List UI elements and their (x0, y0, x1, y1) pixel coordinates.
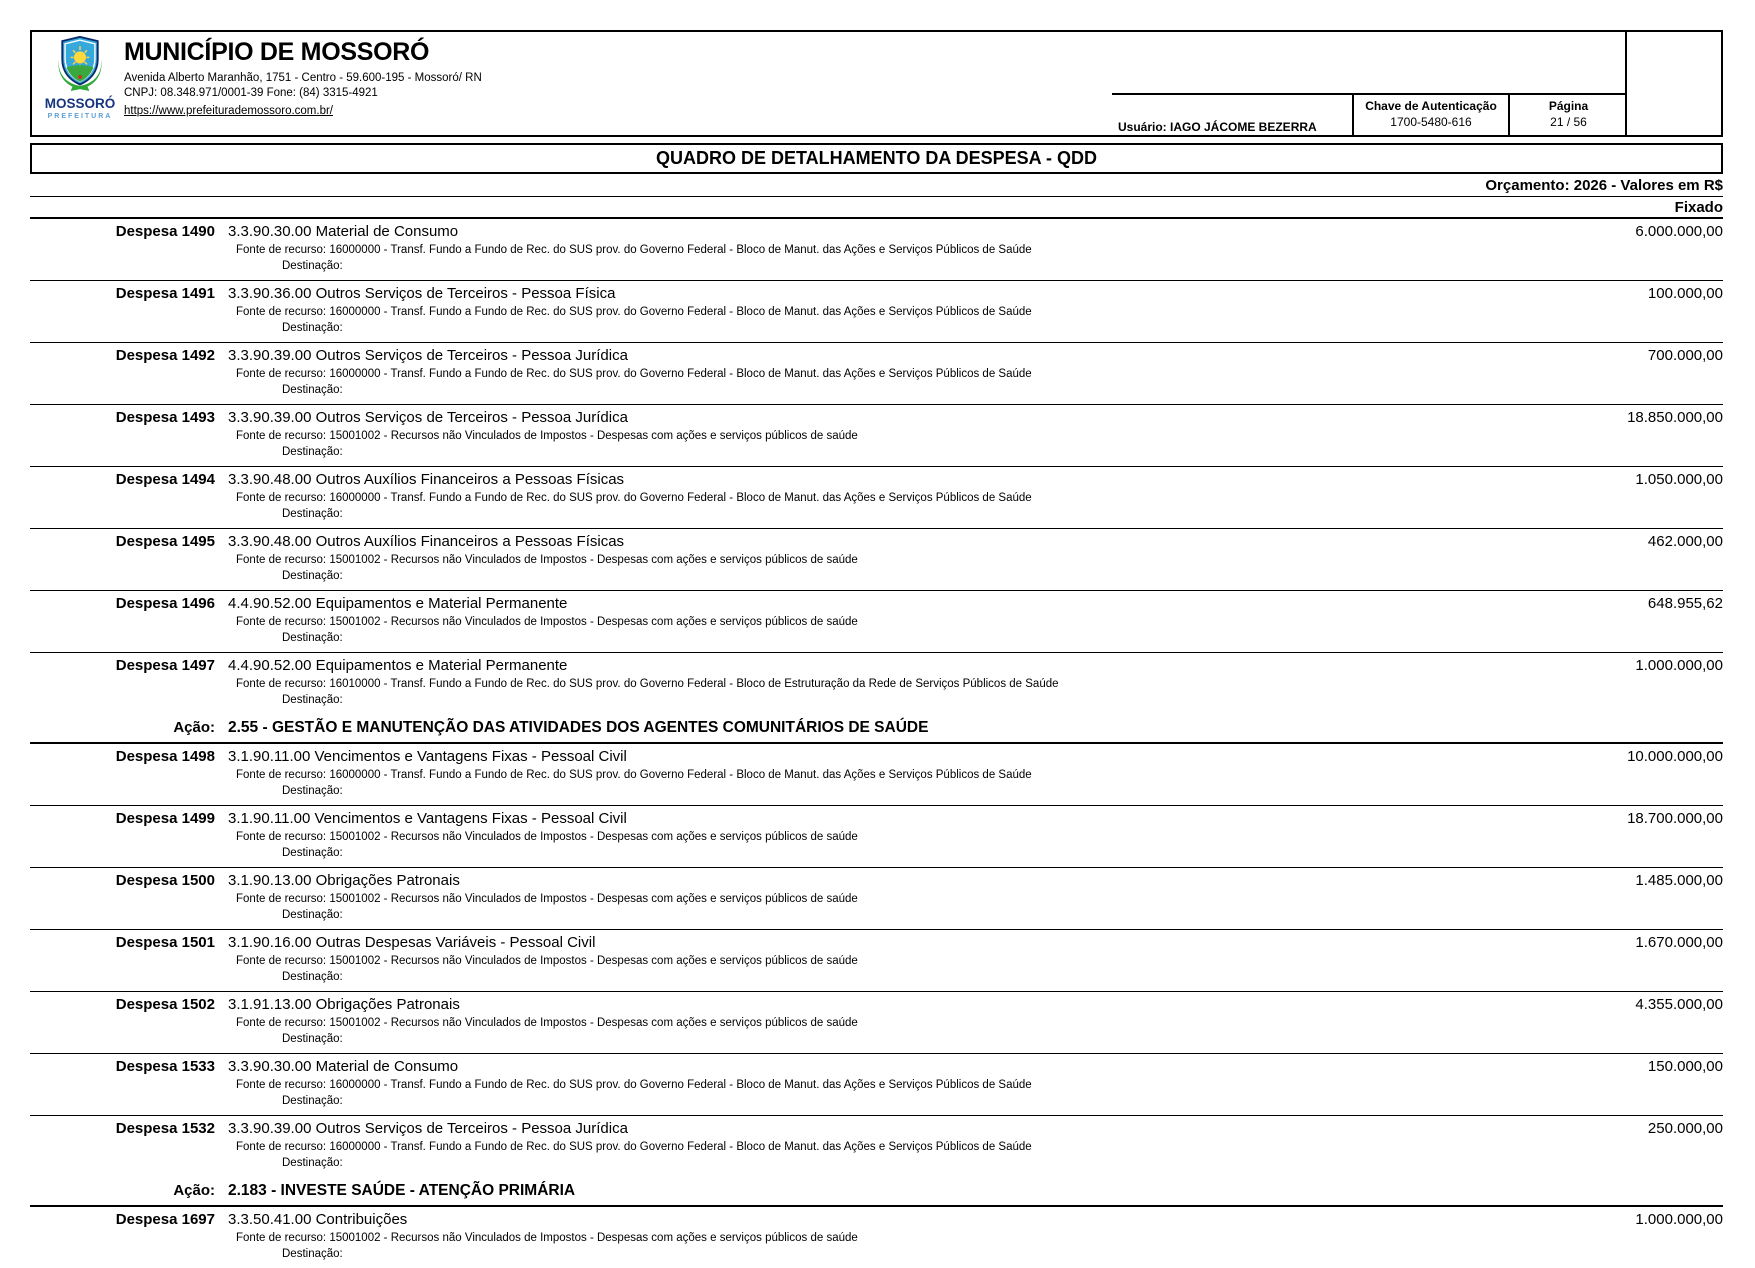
auth-key-label: Chave de Autenticação (1365, 99, 1497, 113)
page-label: Página (1548, 99, 1589, 113)
funding-source: Fonte de recurso: 16000000 - Transf. Fundo a Fundo de Rec. do SUS prov. do Governo Federal - Bloco de Manut. das Ações e Serviços Públicos de Saúde (236, 1079, 1032, 1091)
org-info (124, 38, 482, 119)
expense-fixed-value: 1.050.000,00 (1635, 471, 1723, 488)
org-address: Avenida Alberto Maranhão, 1751 - Centro - 59.600-195 - Mossoró/ RN (124, 72, 482, 84)
funding-source: Fonte de recurso: 15001002 - Recursos não Vinculados de Impostos - Despesas com ações e serviços públicos de saúde (236, 893, 858, 905)
expense-main-line (30, 469, 1723, 490)
expense-fixed-value: 1.485.000,00 (1635, 872, 1723, 889)
expense-fixed-value: 100.000,00 (1647, 285, 1723, 302)
expense-description: 3.1.90.11.00 Vencimentos e Vantagens Fixas - Pessoal Civil (228, 810, 627, 827)
action-row (30, 714, 1723, 742)
destination-label: Destinação: (282, 508, 343, 520)
expense-description: 3.3.50.41.00 Contribuições (228, 1211, 408, 1228)
expense-description: 3.1.90.11.00 Vencimentos e Vantagens Fixas - Pessoal Civil (228, 748, 627, 765)
action-label: Ação: (173, 1182, 215, 1199)
expense-fixed-value: 1.000.000,00 (1635, 1211, 1723, 1228)
funding-source: Fonte de recurso: 16000000 - Transf. Fundo a Fundo de Rec. do SUS prov. do Governo Federal - Bloco de Manut. das Ações e Serviços Públicos de Saúde (236, 368, 1032, 380)
expense-row (30, 528, 1723, 590)
mossoro-crest-icon (52, 34, 108, 92)
expense-fixed-value: 4.355.000,00 (1635, 996, 1723, 1013)
column-header-fixado: Fixado (1674, 199, 1723, 216)
expense-row (30, 590, 1723, 652)
expense-fixed-value: 18.850.000,00 (1627, 409, 1723, 426)
expense-row (30, 1115, 1723, 1177)
org-cnpj-phone: CNPJ: 08.348.971/0001-39 Fone: (84) 3315-4921 (124, 87, 378, 99)
page-number: 21 / 56 (1550, 115, 1587, 129)
funding-source: Fonte de recurso: 15001002 - Recursos não Vinculados de Impostos - Despesas com ações e serviços públicos de saúde (236, 554, 858, 566)
expense-main-line (30, 655, 1723, 676)
report-page (30, 30, 1723, 1268)
funding-source: Fonte de recurso: 15001002 - Recursos não Vinculados de Impostos - Despesas com ações e serviços públicos de saúde (236, 831, 858, 843)
destination-label: Destinação: (282, 1095, 343, 1107)
expense-description: 3.3.90.48.00 Outros Auxílios Financeiros a Pessoas Físicas (228, 471, 625, 488)
expense-row (30, 219, 1723, 280)
expense-fixed-value: 1.000.000,00 (1635, 657, 1723, 674)
destination-label: Destinação: (282, 1033, 343, 1045)
auth-key-cell (1352, 95, 1508, 137)
expense-number: Despesa 1499 (115, 810, 215, 827)
expense-row (30, 867, 1723, 929)
funding-source: Fonte de recurso: 16000000 - Transf. Fundo a Fundo de Rec. do SUS prov. do Governo Federal - Bloco de Manut. das Ações e Serviços Públicos de Saúde (236, 769, 1032, 781)
auth-key-value: 1700-5480-616 (1390, 115, 1472, 129)
expense-fixed-value: 10.000.000,00 (1627, 748, 1723, 765)
expense-number: Despesa 1496 (115, 595, 215, 612)
document-header (30, 30, 1723, 137)
expense-main-line (30, 221, 1723, 242)
expense-main-line (30, 283, 1723, 304)
funding-source: Fonte de recurso: 16000000 - Transf. Fundo a Fundo de Rec. do SUS prov. do Governo Federal - Bloco de Manut. das Ações e Serviços Públicos de Saúde (236, 306, 1032, 318)
expense-number: Despesa 1501 (115, 934, 215, 951)
budget-note-row (30, 174, 1723, 197)
expense-description: 3.1.90.13.00 Obrigações Patronais (228, 872, 460, 889)
expense-rows (30, 219, 1723, 1268)
expense-description: 3.3.90.39.00 Outros Serviços de Terceiros - Pessoa Jurídica (228, 1120, 628, 1137)
funding-source: Fonte de recurso: 15001002 - Recursos não Vinculados de Impostos - Despesas com ações e serviços públicos de saúde (236, 616, 858, 628)
expense-number: Despesa 1533 (115, 1058, 215, 1075)
expense-description: 4.4.90.52.00 Equipamentos e Material Permanente (228, 595, 568, 612)
expense-row (30, 1205, 1723, 1268)
budget-note: Orçamento: 2026 - Valores em R$ (1485, 177, 1723, 194)
org-website-link[interactable]: https://www.prefeiturademossoro.com.br/ (124, 105, 333, 117)
expense-fixed-value: 462.000,00 (1647, 533, 1723, 550)
expense-fixed-value: 700.000,00 (1647, 347, 1723, 364)
expense-row (30, 280, 1723, 342)
expense-main-line (30, 932, 1723, 953)
destination-label: Destinação: (282, 446, 343, 458)
expense-row (30, 991, 1723, 1053)
destination-label: Destinação: (282, 322, 343, 334)
expense-main-line (30, 531, 1723, 552)
funding-source: Fonte de recurso: 15001002 - Recursos não Vinculados de Impostos - Despesas com ações e serviços públicos de saúde (236, 955, 858, 967)
funding-source: Fonte de recurso: 15001002 - Recursos não Vinculados de Impostos - Despesas com ações e serviços públicos de saúde (236, 1017, 858, 1029)
expense-main-line (30, 407, 1723, 428)
action-row (30, 1177, 1723, 1205)
expense-row (30, 929, 1723, 991)
expense-main-line (30, 1056, 1723, 1077)
destination-label: Destinação: (282, 384, 343, 396)
org-name: MUNICÍPIO DE MOSSORÓ (124, 38, 430, 66)
destination-label: Destinação: (282, 971, 343, 983)
expense-number: Despesa 1494 (115, 471, 215, 488)
page-cell (1508, 95, 1627, 137)
expense-fixed-value: 150.000,00 (1647, 1058, 1723, 1075)
destination-label: Destinação: (282, 632, 343, 644)
destination-label: Destinação: (282, 1157, 343, 1169)
expense-description: 3.3.90.39.00 Outros Serviços de Terceiros - Pessoa Jurídica (228, 409, 628, 426)
expense-number: Despesa 1495 (115, 533, 215, 550)
expense-number: Despesa 1491 (115, 285, 215, 302)
destination-label: Destinação: (282, 847, 343, 859)
expense-description: 3.3.90.30.00 Material de Consumo (228, 1058, 459, 1075)
expense-description: 3.1.91.13.00 Obrigações Patronais (228, 996, 460, 1013)
document-meta-table (1112, 93, 1627, 137)
expense-main-line (30, 345, 1723, 366)
logo-subtitle: PREFEITURA (47, 112, 113, 120)
user-label: Usuário: IAGO JÁCOME BEZERRA (1118, 120, 1317, 134)
expense-description: 4.4.90.52.00 Equipamentos e Material Permanente (228, 657, 568, 674)
expense-fixed-value: 6.000.000,00 (1635, 223, 1723, 240)
column-header-row (30, 197, 1723, 219)
action-title: 2.183 - INVESTE SAÚDE - ATENÇÃO PRIMÁRIA (228, 1182, 576, 1199)
municipality-logo (40, 34, 120, 120)
report-title: QUADRO DE DETALHAMENTO DA DESPESA - QDD (655, 148, 1098, 168)
expense-number: Despesa 1697 (115, 1211, 215, 1228)
destination-label: Destinação: (282, 909, 343, 921)
funding-source: Fonte de recurso: 16000000 - Transf. Fundo a Fundo de Rec. do SUS prov. do Governo Federal - Bloco de Manut. das Ações e Serviços Públicos de Saúde (236, 244, 1032, 256)
funding-source: Fonte de recurso: 16000000 - Transf. Fundo a Fundo de Rec. do SUS prov. do Governo Federal - Bloco de Manut. das Ações e Serviços Públicos de Saúde (236, 492, 1032, 504)
expense-number: Despesa 1490 (115, 223, 215, 240)
expense-row (30, 1053, 1723, 1115)
funding-source: Fonte de recurso: 16000000 - Transf. Fundo a Fundo de Rec. do SUS prov. do Governo Federal - Bloco de Manut. das Ações e Serviços Públicos de Saúde (236, 1141, 1032, 1153)
destination-label: Destinação: (282, 260, 343, 272)
expense-description: 3.3.90.36.00 Outros Serviços de Terceiros - Pessoa Física (228, 285, 616, 302)
expense-main-line (30, 870, 1723, 891)
expense-number: Despesa 1498 (115, 748, 215, 765)
user-cell (1112, 95, 1352, 137)
expense-description: 3.3.90.30.00 Material de Consumo (228, 223, 459, 240)
expense-row (30, 342, 1723, 404)
expense-main-line (30, 746, 1723, 767)
expense-number: Despesa 1532 (115, 1120, 215, 1137)
expense-number: Despesa 1492 (115, 347, 215, 364)
action-label: Ação: (173, 719, 215, 736)
expense-row (30, 466, 1723, 528)
destination-label: Destinação: (282, 570, 343, 582)
expense-number: Despesa 1502 (115, 996, 215, 1013)
expense-main-line (30, 1209, 1723, 1230)
expense-number: Despesa 1493 (115, 409, 215, 426)
report-title-box (30, 143, 1723, 174)
expense-fixed-value: 250.000,00 (1647, 1120, 1723, 1137)
expense-main-line (30, 1118, 1723, 1139)
expense-fixed-value: 1.670.000,00 (1635, 934, 1723, 951)
expense-row (30, 805, 1723, 867)
action-title: 2.55 - GESTÃO E MANUTENÇÃO DAS ATIVIDADES DOS AGENTES COMUNITÁRIOS DE SAÚDE (228, 719, 929, 736)
expense-main-line (30, 593, 1723, 614)
funding-source: Fonte de recurso: 16010000 - Transf. Fundo a Fundo de Rec. do SUS prov. do Governo Federal - Bloco de Estruturação da Rede de Serviços Públicos de Saúde (236, 678, 1059, 690)
expense-description: 3.3.90.39.00 Outros Serviços de Terceiros - Pessoa Jurídica (228, 347, 628, 364)
expense-number: Despesa 1497 (115, 657, 215, 674)
expense-row (30, 742, 1723, 805)
expense-description: 3.3.90.48.00 Outros Auxílios Financeiros a Pessoas Físicas (228, 533, 625, 550)
expense-row (30, 652, 1723, 714)
funding-source: Fonte de recurso: 15001002 - Recursos não Vinculados de Impostos - Despesas com ações e serviços públicos de saúde (236, 430, 858, 442)
expense-description: 3.1.90.16.00 Outras Despesas Variáveis - Pessoal Civil (228, 934, 596, 951)
destination-label: Destinação: (282, 785, 343, 797)
destination-label: Destinação: (282, 1248, 343, 1260)
expense-row (30, 404, 1723, 466)
empty-corner-cell (1625, 32, 1721, 135)
funding-source: Fonte de recurso: 15001002 - Recursos não Vinculados de Impostos - Despesas com ações e serviços públicos de saúde (236, 1232, 858, 1244)
expense-fixed-value: 18.700.000,00 (1627, 810, 1723, 827)
expense-number: Despesa 1500 (115, 872, 215, 889)
expense-main-line (30, 994, 1723, 1015)
logo-title: MOSSORÓ (44, 96, 116, 111)
expense-main-line (30, 808, 1723, 829)
destination-label: Destinação: (282, 694, 343, 706)
expense-fixed-value: 648.955,62 (1647, 595, 1723, 612)
